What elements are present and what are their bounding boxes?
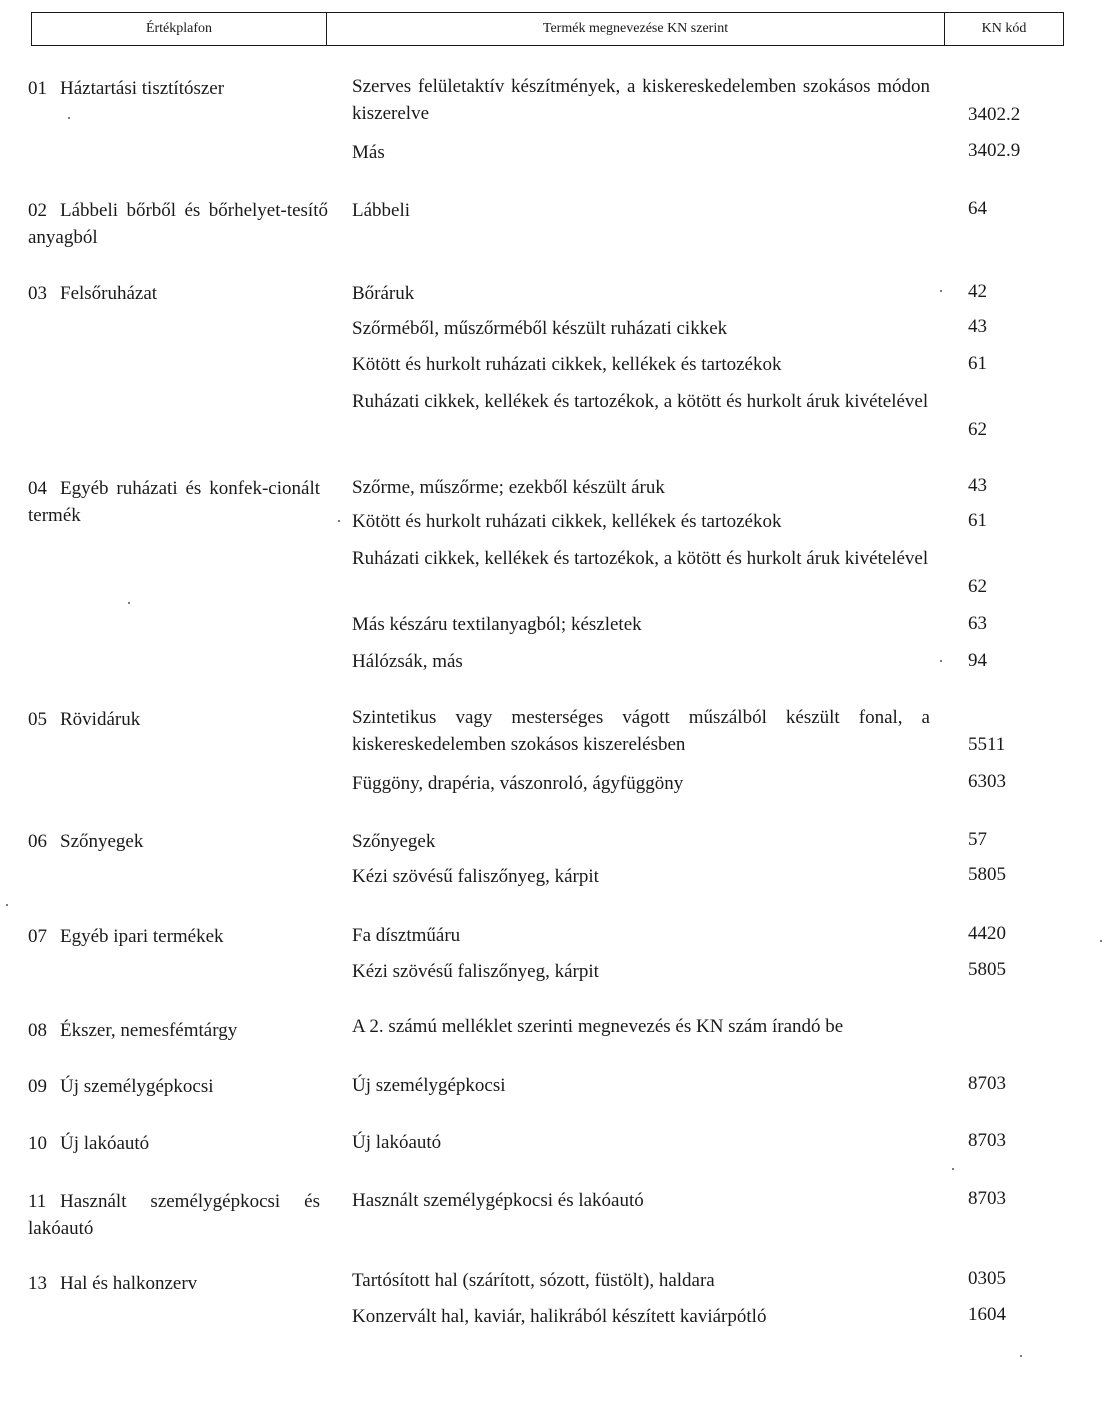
kn-code: 1604 bbox=[968, 1304, 1006, 1325]
product-item: Szintetikus vagy mesterséges vágott műszálból készült fonal, a kiskereskedelemben szokásos kiszerelésben bbox=[352, 707, 930, 755]
category-number: 01 bbox=[28, 78, 47, 99]
category-number: 11 bbox=[28, 1191, 47, 1212]
kn-code: 5511 bbox=[968, 734, 1006, 755]
kn-code: 8703 bbox=[968, 1188, 1006, 1209]
category-05 bbox=[28, 706, 328, 733]
kn-code: 8703 bbox=[968, 1130, 1006, 1151]
category-name: Egyéb ipari termékek bbox=[60, 926, 224, 947]
product-item: Szőrme, műszőrme; ezekből készült áruk bbox=[352, 477, 665, 498]
kn-code: 64 bbox=[968, 198, 987, 219]
scan-speck bbox=[6, 904, 8, 906]
kn-code: 6303 bbox=[968, 771, 1006, 792]
category-13 bbox=[28, 1270, 328, 1297]
product-item: Szőnyegek bbox=[352, 831, 436, 852]
category-name: Új lakóautó bbox=[60, 1133, 150, 1154]
product-item: A 2. számú melléklet szerinti megnevezés és KN szám írandó be bbox=[352, 1016, 844, 1037]
scan-speck bbox=[940, 290, 942, 292]
scan-speck bbox=[1020, 1355, 1022, 1357]
category-name: Háztartási tisztítószer bbox=[60, 78, 225, 99]
product-item: Hálózsák, más bbox=[352, 651, 463, 672]
kn-code: 57 bbox=[968, 829, 987, 850]
scan-speck bbox=[128, 602, 130, 604]
product-item: Függöny, drapéria, vászonroló, ágyfüggöny bbox=[352, 773, 684, 794]
product-item: Fa dísztműáru bbox=[352, 925, 461, 946]
kn-code: 5805 bbox=[968, 959, 1006, 980]
kn-code: 3402.2 bbox=[968, 104, 1021, 125]
category-number: 13 bbox=[28, 1273, 47, 1294]
category-number: 03 bbox=[28, 283, 47, 304]
product-item: Szerves felületaktív készítmények, a kiskereskedelemben szokásos módon kiszerelve bbox=[352, 76, 930, 124]
kn-code: 43 bbox=[968, 316, 987, 337]
product-item: Más készáru textilanyagból; készletek bbox=[352, 614, 642, 635]
category-09 bbox=[28, 1073, 328, 1100]
product-item: Szőrméből, műszőrméből készült ruházati cikkek bbox=[352, 318, 728, 339]
kn-code: 5805 bbox=[968, 864, 1006, 885]
category-name: Rövidáruk bbox=[60, 709, 141, 730]
category-number: 04 bbox=[28, 478, 47, 499]
category-number: 07 bbox=[28, 926, 47, 947]
product-item: Tartósított hal (szárított, sózott, füstölt), haldara bbox=[352, 1270, 715, 1291]
category-08 bbox=[28, 1017, 328, 1044]
category-name: Ékszer, nemesfémtárgy bbox=[60, 1020, 238, 1041]
category-name: Használt személygépkocsi és lakóautó bbox=[28, 1191, 320, 1239]
kn-code: 4420 bbox=[968, 923, 1006, 944]
product-item: Használt személygépkocsi és lakóautó bbox=[352, 1190, 644, 1211]
header-kn-code: KN kód bbox=[981, 21, 1027, 36]
category-04 bbox=[28, 475, 320, 529]
category-name: Új személygépkocsi bbox=[60, 1076, 214, 1097]
product-item: Konzervált hal, kaviár, halikrából készített kaviárpótló bbox=[352, 1306, 767, 1327]
kn-code: 63 bbox=[968, 613, 987, 634]
scan-speck bbox=[68, 117, 70, 119]
category-10 bbox=[28, 1130, 328, 1157]
category-number: 02 bbox=[28, 200, 47, 221]
product-item: Új lakóautó bbox=[352, 1132, 442, 1153]
kn-code: 62 bbox=[968, 576, 987, 597]
scan-speck bbox=[952, 1168, 954, 1170]
category-name: Lábbeli bőrből és bőrhelyet-tesítő anyagból bbox=[28, 200, 328, 248]
scan-speck bbox=[940, 660, 942, 662]
product-item: Kézi szövésű faliszőnyeg, kárpit bbox=[352, 866, 599, 887]
product-item: Kötött és hurkolt ruházati cikkek, kellékek és tartozékok bbox=[352, 354, 782, 375]
category-07 bbox=[28, 923, 328, 950]
category-number: 08 bbox=[28, 1020, 47, 1041]
category-number: 06 bbox=[28, 831, 47, 852]
kn-code: 94 bbox=[968, 650, 987, 671]
kn-code: 61 bbox=[968, 510, 987, 531]
category-name: Hal és halkonzerv bbox=[60, 1273, 198, 1294]
kn-code: 3402.9 bbox=[968, 140, 1021, 161]
category-number: 05 bbox=[28, 709, 47, 730]
header-value-ceiling: Értékplafon bbox=[32, 13, 327, 45]
kn-code: 8703 bbox=[968, 1073, 1006, 1094]
product-item: Ruházati cikkek, kellékek és tartozékok, a kötött és hurkolt áruk kivételével bbox=[352, 548, 929, 569]
kn-code: 42 bbox=[968, 281, 987, 302]
product-item: Kötött és hurkolt ruházati cikkek, kellékek és tartozékok bbox=[352, 511, 782, 532]
product-item: Kézi szövésű faliszőnyeg, kárpit bbox=[352, 961, 599, 982]
product-item: Bőráruk bbox=[352, 283, 415, 304]
scan-speck bbox=[1100, 940, 1102, 942]
category-01 bbox=[28, 75, 328, 102]
product-item: Más bbox=[352, 142, 385, 163]
kn-code: 61 bbox=[968, 353, 987, 374]
category-06 bbox=[28, 828, 328, 855]
product-item: Lábbeli bbox=[352, 200, 411, 221]
scan-speck bbox=[338, 520, 340, 522]
kn-code: 43 bbox=[968, 475, 987, 496]
category-number: 09 bbox=[28, 1076, 47, 1097]
header-product-name: Termék megnevezése KN szerint bbox=[327, 13, 945, 45]
product-item: Új személygépkocsi bbox=[352, 1075, 506, 1096]
kn-code: 0305 bbox=[968, 1268, 1006, 1289]
category-02 bbox=[28, 197, 328, 251]
category-number: 10 bbox=[28, 1133, 47, 1154]
category-11 bbox=[28, 1188, 320, 1242]
category-name: Egyéb ruházati és konfek-cionált termék bbox=[28, 478, 320, 526]
category-03 bbox=[28, 280, 328, 307]
kn-code: 62 bbox=[968, 419, 987, 440]
product-item: Ruházati cikkek, kellékek és tartozékok, a kötött és hurkolt áruk kivételével bbox=[352, 391, 929, 412]
category-name: Felsőruházat bbox=[60, 283, 158, 304]
category-name: Szőnyegek bbox=[60, 831, 144, 852]
